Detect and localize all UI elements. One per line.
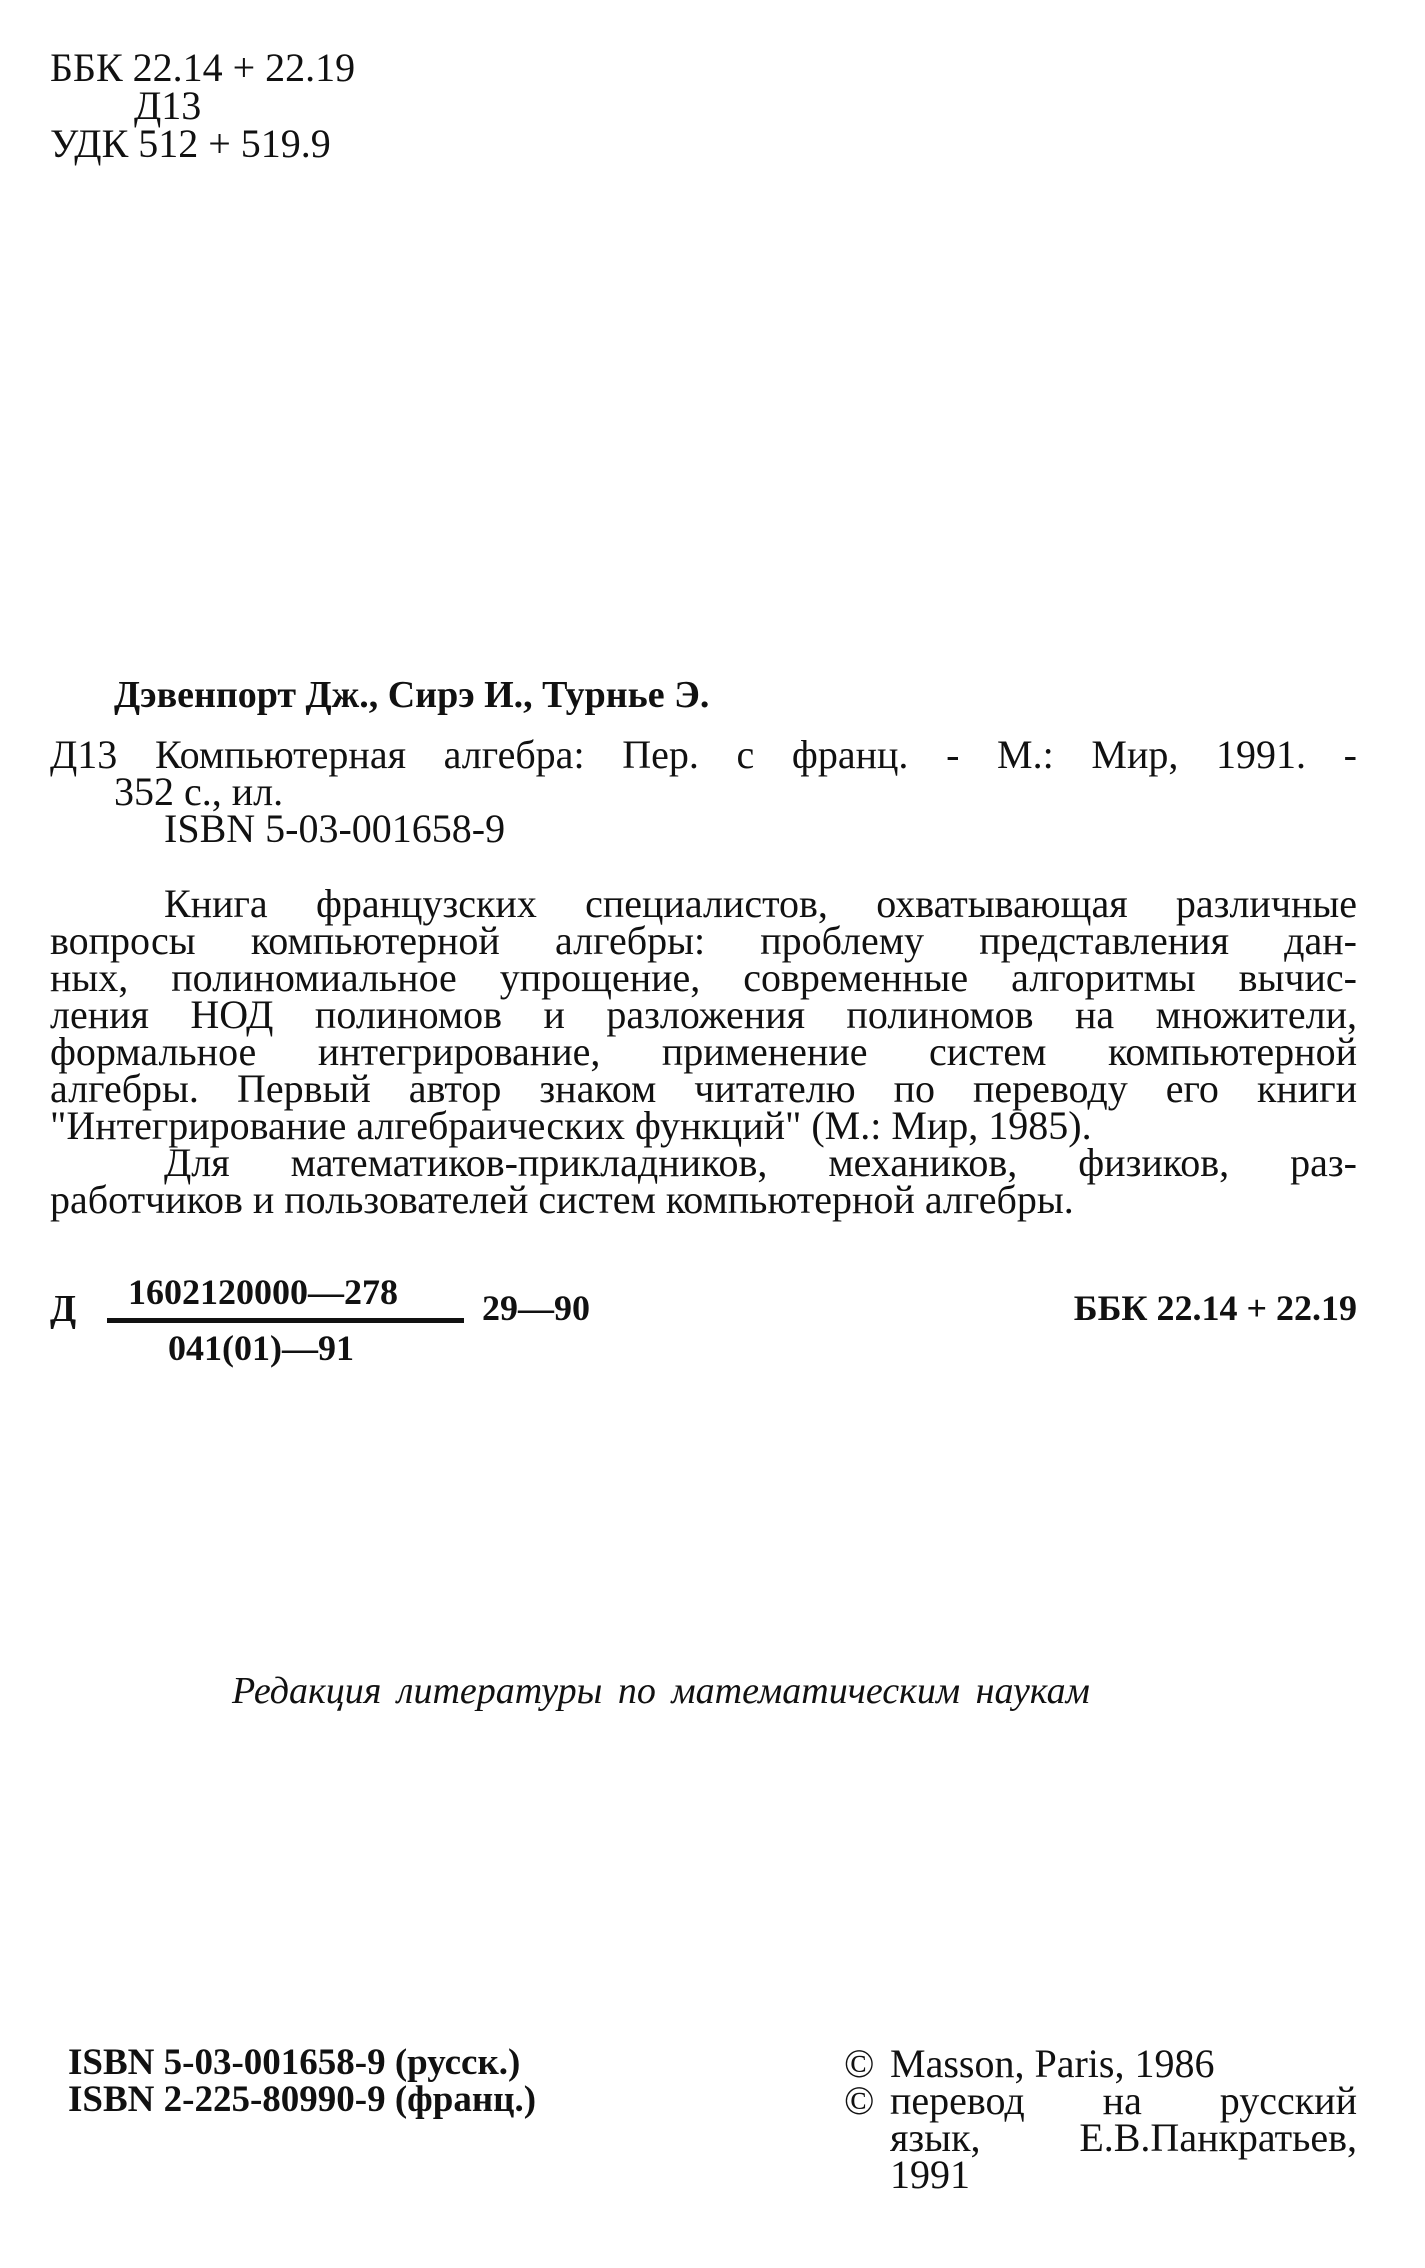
fraction-bar: [107, 1318, 464, 1323]
copyright-translation-line: язык, Е.В.Панкратьев,: [890, 2115, 1357, 2160]
isbn-line: ISBN 5-03-001658-9: [164, 806, 506, 851]
index-numerator: 1602120000—278: [128, 1272, 398, 1312]
annotation-line: Для математиков-прикладников, механиков, физиков, раз-: [164, 1140, 1357, 1185]
bbk-code-top: ББК 22.14 + 22.19: [50, 45, 356, 90]
isbn-french: ISBN 2-225-80990-9 (франц.): [68, 2079, 537, 2120]
title-line: Д13 Компьютерная алгебра: Пер. с франц. - М.: Мир, 1991. -: [50, 732, 1357, 777]
author-mark-code: Д13: [134, 83, 202, 128]
annotation-line: работчиков и пользователей систем компьютерной алгебры.: [50, 1177, 1074, 1222]
copyright-translation-line: перевод на русский: [890, 2078, 1357, 2123]
copyright-icon: ©: [844, 2078, 875, 2123]
copyright-icon: ©: [844, 2041, 875, 2086]
isbn-russian: ISBN 5-03-001658-9 (русск.): [68, 2042, 521, 2083]
copyright-original: Masson, Paris, 1986: [890, 2041, 1215, 2086]
annotation-line: "Интегрирование алгебраических функций" (М.: Мир, 1985).: [50, 1103, 1092, 1148]
bbk-code-bottom: ББК 22.14 + 22.19: [1073, 1288, 1357, 1328]
editorial-note: Редакция литературы по математическим наукам: [232, 1670, 1090, 1712]
index-denominator: 041(01)—91: [168, 1328, 354, 1368]
authors-heading: Дэвенпорт Дж., Сирэ И., Турнье Э.: [114, 674, 710, 716]
annotation-line: ления НОД полиномов и разложения полиномов на множители,: [50, 992, 1357, 1037]
pages-line: 352 с., ил.: [114, 769, 284, 814]
index-letter: Д: [50, 1288, 77, 1330]
annotation-line: ных, полиномиальное упрощение, современные алгоритмы вычис-: [50, 955, 1357, 1000]
annotation-line: алгебры. Первый автор знаком читателю по переводу его книги: [50, 1066, 1357, 1111]
copyright-year: 1991: [890, 2152, 970, 2197]
annotation-line: Книга французских специалистов, охватывающая различные: [164, 881, 1357, 926]
udk-code: УДК 512 + 519.9: [50, 121, 331, 166]
index-suffix: 29—90: [482, 1288, 590, 1328]
annotation-line: вопросы компьютерной алгебры: проблему представления дан-: [50, 918, 1357, 963]
annotation-line: формальное интегрирование, применение систем компьютерной: [50, 1029, 1357, 1074]
